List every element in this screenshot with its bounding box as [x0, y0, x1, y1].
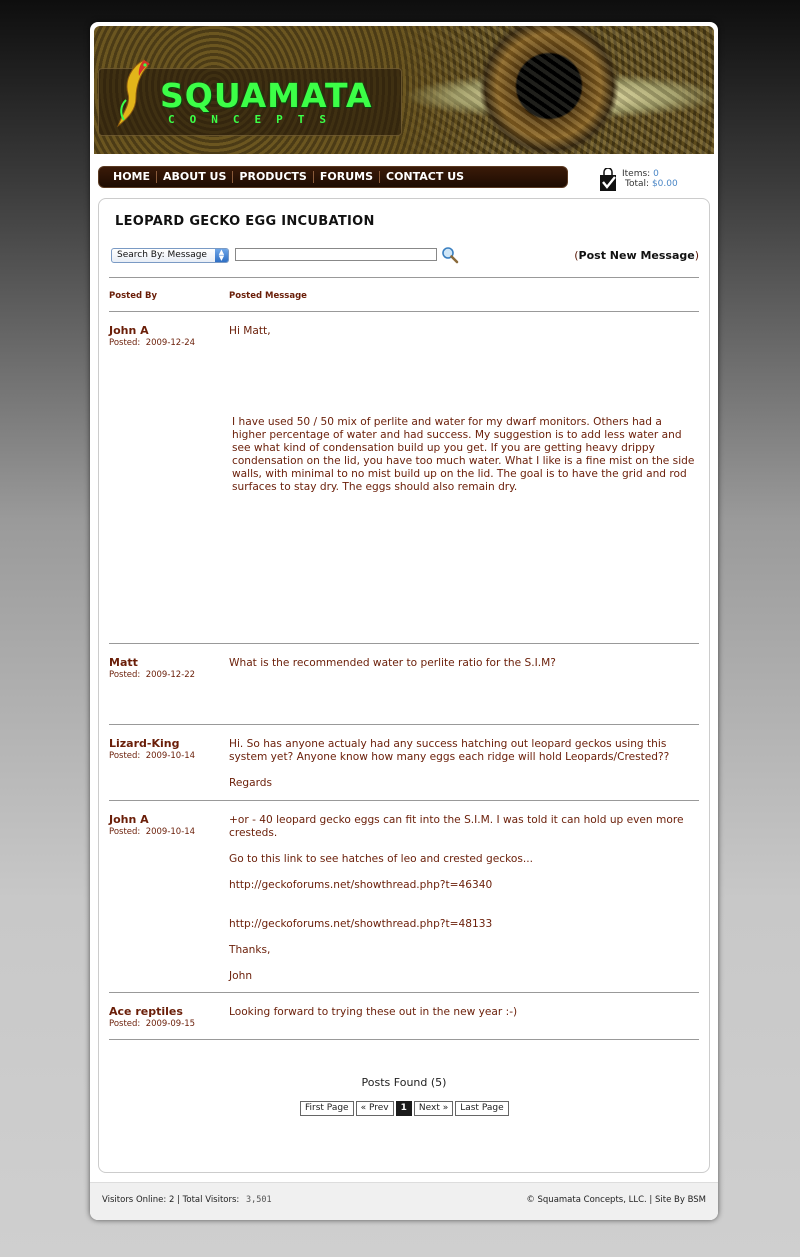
cart-items-value: 0	[653, 169, 659, 179]
post-message	[229, 814, 699, 996]
logo-title[interactable]: SQUAMATA	[160, 76, 373, 115]
logo-subtitle: CONCEPTS	[168, 113, 341, 126]
page-title: LEOPARD GECKO EGG INCUBATION	[115, 214, 375, 229]
chevron-updown-icon: ▲ ▼	[215, 249, 228, 262]
col-posted-by: Posted By	[109, 291, 158, 301]
post-new-message	[574, 249, 699, 262]
copyright[interactable]: © Squamata Concepts, LLC. | Site By BSM	[526, 1195, 706, 1205]
cart-total	[625, 179, 678, 189]
col-posted-message: Posted Message	[229, 291, 307, 301]
divider	[109, 1039, 699, 1040]
post-paragraph: +or - 40 leopard gecko eggs can fit into the S.I.M. I was told it can hold up even more cresteds.	[229, 814, 684, 839]
nav-products[interactable]: PRODUCTS	[232, 171, 312, 183]
nav-contact-us[interactable]: CONTACT US	[379, 171, 470, 183]
cart-total-value: $0.00	[651, 179, 678, 189]
post-author: Lizard-King	[109, 737, 180, 750]
post-paragraph: What is the recommended water to perlite ratio for the S.I.M?	[229, 657, 556, 669]
posts-found: Posts Found (5)	[361, 1076, 447, 1089]
total-visitors-label: Total Visitors:	[182, 1195, 240, 1205]
lizard-eye-image	[394, 26, 714, 154]
post-link[interactable]: http://geckoforums.net/showthread.php?t=46340	[229, 879, 493, 891]
post-message	[229, 325, 699, 507]
last-page-button[interactable]: Last Page	[455, 1101, 508, 1116]
divider	[109, 643, 699, 644]
nav-forums[interactable]: FORUMS	[313, 171, 379, 183]
cart-summary[interactable]	[598, 168, 708, 194]
post-author: John A	[109, 813, 149, 826]
post-date: Posted: 2009-09-15	[109, 1019, 196, 1029]
post-date: Posted: 2009-10-14	[109, 827, 196, 837]
lizard-logo-icon	[114, 56, 154, 136]
first-page-button[interactable]: First Page	[300, 1101, 354, 1116]
post-paragraph: Hi Matt,	[229, 325, 271, 337]
pagination	[300, 1101, 509, 1116]
post-author: John A	[109, 324, 149, 337]
post-link[interactable]: http://geckoforums.net/showthread.php?t=48133	[229, 918, 493, 930]
separator: |	[177, 1195, 180, 1205]
post-paragraph: John	[229, 970, 253, 982]
main-nav	[98, 166, 568, 188]
cart-items	[622, 169, 659, 179]
divider	[109, 724, 699, 725]
search-by-select[interactable]	[111, 248, 229, 263]
visitors-online-count: 2	[168, 1195, 175, 1205]
header-banner	[94, 26, 714, 154]
post-message	[229, 1006, 699, 1032]
paren-close: )	[694, 249, 699, 262]
post-date: Posted: 2009-12-24	[109, 338, 196, 348]
cart-items-label: Items:	[622, 169, 651, 179]
forum-panel	[98, 198, 710, 1173]
shopping-bag-icon[interactable]	[598, 168, 618, 192]
search-input[interactable]	[235, 248, 437, 261]
cart-total-label: Total:	[625, 179, 650, 189]
post-paragraph: Go to this link to see hatches of leo and crested geckos...	[229, 853, 533, 865]
nav-about-us[interactable]: ABOUT US	[156, 171, 232, 183]
next-page-button[interactable]: Next »	[414, 1101, 453, 1116]
footer	[90, 1182, 718, 1220]
visitor-stats	[102, 1195, 272, 1205]
post-paragraph: I have used 50 / 50 mix of perlite and water for my dwarf monitors. Others had a higher percentage of water and had success. My suggestion is to add less water and see what kind of condensation build up you get. If you are getting heavy drippy condensation on the lid, you have too much water. What I like is a fine mist on the side walls, with minimal to no mist build up on the lid. The goal is to have the grid and rod surfaces to stay dry. The eggs should also remain dry.	[232, 416, 695, 493]
post-paragraph: Thanks,	[229, 944, 271, 956]
post-message	[229, 657, 699, 683]
post-paragraph: Regards	[229, 777, 273, 789]
divider	[109, 992, 699, 993]
current-page[interactable]: 1	[396, 1101, 412, 1116]
total-visitors-count: 3,501	[246, 1195, 272, 1205]
paren-open: (	[574, 249, 579, 262]
prev-page-button[interactable]: « Prev	[356, 1101, 394, 1116]
divider	[109, 277, 699, 278]
visitors-online-label: Visitors Online:	[102, 1195, 167, 1205]
site-container	[90, 22, 718, 1220]
post-author: Matt	[109, 656, 138, 669]
divider	[109, 311, 699, 312]
search-icon[interactable]	[441, 246, 459, 264]
post-date: Posted: 2009-10-14	[109, 751, 196, 761]
post-paragraph: Hi. So has anyone actualy had any success hatching out leopard geckos using this system yet? Anyone know how many eggs each ridge will hold Leopards/Crested??	[229, 738, 670, 763]
nav-home[interactable]: HOME	[113, 170, 151, 183]
post-date: Posted: 2009-12-22	[109, 670, 196, 680]
divider	[109, 800, 699, 801]
post-author: Ace reptiles	[109, 1005, 183, 1018]
post-message	[229, 738, 699, 803]
post-new-message-link[interactable]: Post New Message	[578, 249, 695, 262]
post-paragraph: Looking forward to trying these out in the new year :-)	[229, 1006, 518, 1018]
search-by-value: Search By: Message	[117, 250, 207, 260]
